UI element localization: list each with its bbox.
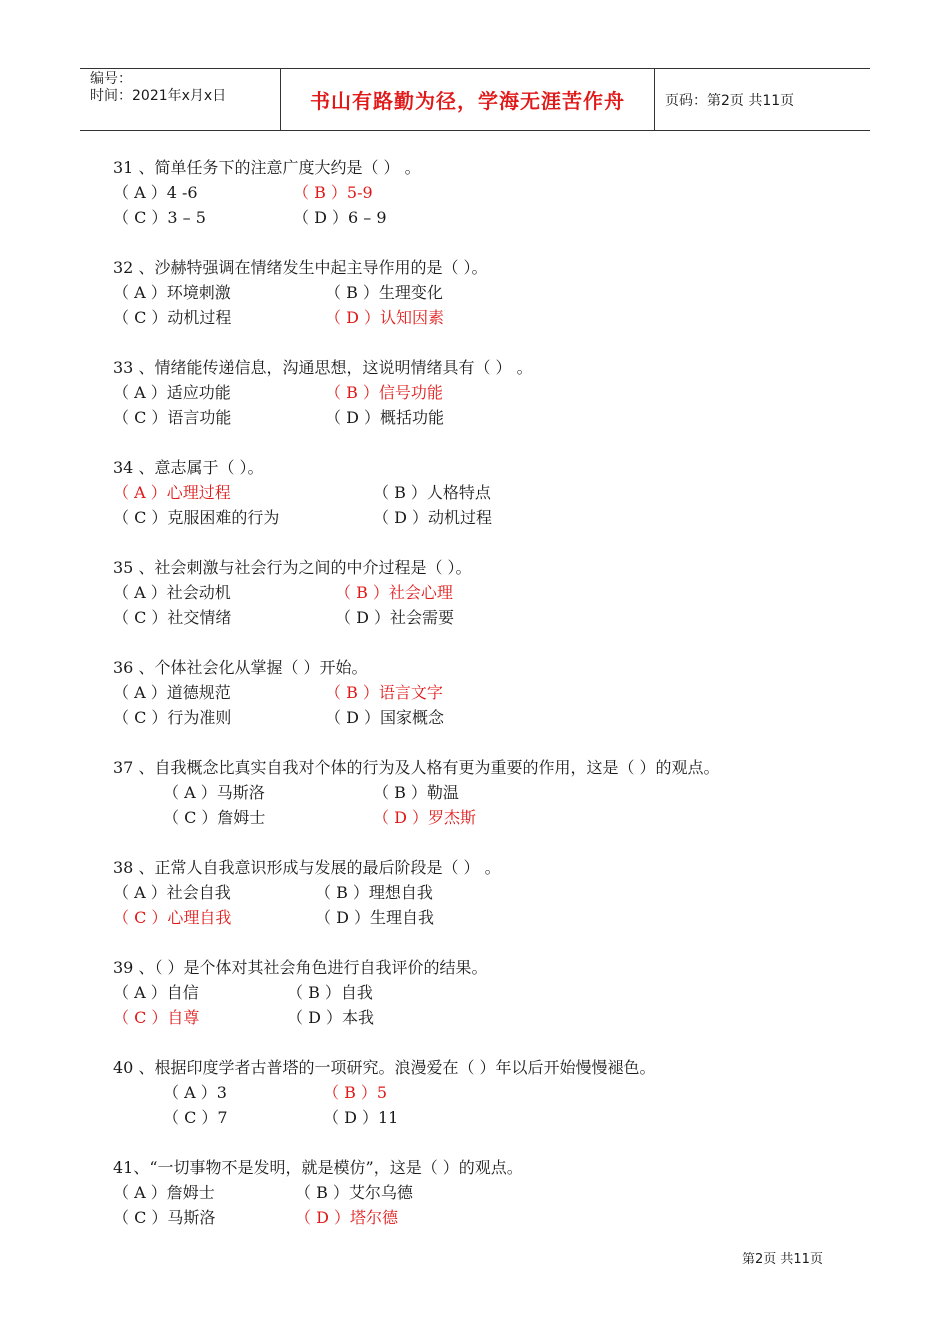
option: （ C ）语言功能 [113, 408, 232, 427]
option-row [113, 705, 853, 730]
question-item [113, 255, 853, 330]
correct-option: （ D ）罗杰斯 [373, 808, 477, 827]
option: （ B ）理想自我 [315, 883, 433, 902]
option: （ D ）国家概念 [325, 708, 445, 727]
question-item [113, 1155, 853, 1230]
correct-option: （ B ）信号功能 [325, 383, 443, 402]
option: （ A ）社会自我 [113, 883, 231, 902]
question-stem: 38 、正常人自我意识形成与发展的最后阶段是（ ） 。 [113, 858, 501, 877]
option: （ D ）动机过程 [373, 508, 493, 527]
option: （ B ）自我 [287, 983, 373, 1002]
option: （ A ）社会动机 [113, 583, 231, 602]
question-item [113, 155, 853, 230]
option-row [113, 1180, 853, 1205]
correct-option: （ B ）5-9 [293, 183, 373, 202]
correct-option: （ D ）塔尔德 [295, 1208, 399, 1227]
question-item [113, 1055, 853, 1130]
correct-option: （ B ）5 [323, 1083, 388, 1102]
option: （ D ）6 – 9 [293, 208, 387, 227]
correct-option: （ B ）社会心理 [335, 583, 453, 602]
option-row [113, 605, 853, 630]
footer-page-label: 第2页 共11页 [742, 1252, 823, 1267]
option-row [113, 780, 853, 805]
question-item [113, 955, 853, 1030]
option: （ B ）艾尔乌德 [295, 1183, 413, 1202]
option-row [113, 1005, 853, 1030]
question-stem: 36 、个体社会化从掌握（ ）开始。 [113, 658, 368, 677]
correct-option: （ D ）认知因素 [325, 308, 445, 327]
option-row [113, 1080, 853, 1105]
option: （ A ）3 [163, 1083, 227, 1102]
option: （ A ）环境刺激 [113, 283, 231, 302]
option-row [113, 205, 853, 230]
option: （ D ）社会需要 [335, 608, 455, 627]
correct-option: （ B ）语言文字 [325, 683, 443, 702]
option-row [113, 280, 853, 305]
question-stem: 32 、沙赫特强调在情绪发生中起主导作用的是（ ）。 [113, 258, 488, 277]
option: （ D ）11 [323, 1108, 399, 1127]
option: （ A ）马斯洛 [163, 783, 265, 802]
question-item [113, 755, 853, 830]
option: （ C ）3 – 5 [113, 208, 206, 227]
header-motto: 书山有路勤为径，学海无涯苦作舟 [281, 69, 655, 130]
option: （ C ）动机过程 [113, 308, 232, 327]
question-item [113, 355, 853, 430]
correct-option: （ C ）心理自我 [113, 908, 232, 927]
option-row [113, 680, 853, 705]
question-stem: 39 、（ ）是个体对其社会角色进行自我评价的结果。 [113, 958, 488, 977]
option: （ C ）行为准则 [113, 708, 232, 727]
option-row [113, 905, 853, 930]
question-stem: 41、“一切事物不是发明，就是模仿”，这是（ ）的观点。 [113, 1158, 523, 1177]
option: （ B ）生理变化 [325, 283, 443, 302]
option-row [113, 580, 853, 605]
question-item [113, 855, 853, 930]
option: （ A ）适应功能 [113, 383, 231, 402]
question-stem: 34 、意志属于（ ）。 [113, 458, 264, 477]
option: （ D ）本我 [287, 1008, 375, 1027]
question-stem: 35 、社会刺激与社会行为之间的中介过程是（ ）。 [113, 558, 472, 577]
option-row [113, 480, 853, 505]
number-label: 编号： [90, 71, 132, 87]
correct-option: （ C ）自尊 [113, 1008, 200, 1027]
option-row [113, 305, 853, 330]
option: （ C ）马斯洛 [113, 1208, 216, 1227]
option: （ D ）生理自我 [315, 908, 435, 927]
question-item [113, 555, 853, 630]
option: （ A ）詹姆士 [113, 1183, 215, 1202]
question-list [113, 155, 853, 1255]
header-meta [80, 69, 281, 130]
page-header [80, 68, 870, 131]
correct-option: （ A ）心理过程 [113, 483, 231, 502]
option: （ A ）自信 [113, 983, 199, 1002]
question-item [113, 655, 853, 730]
question-stem: 40 、根据印度学者古普塔的一项研究。浪漫爱在（ ）年以后开始慢慢褪色。 [113, 1058, 656, 1077]
option-row [113, 1105, 853, 1130]
option: （ C ）克服困难的行为 [113, 508, 280, 527]
option: （ C ）詹姆士 [163, 808, 266, 827]
option: （ A ）道德规范 [113, 683, 231, 702]
question-stem: 33 、情绪能传递信息，沟通思想，这说明情绪具有（ ） 。 [113, 358, 533, 377]
option: （ A ）4 -6 [113, 183, 198, 202]
question-stem: 31 、简单任务下的注意广度大约是（ ） 。 [113, 158, 421, 177]
option-row [113, 380, 853, 405]
option-row [113, 505, 853, 530]
question-item [113, 455, 853, 530]
time-label: 时间：2021年x月x日 [90, 88, 227, 104]
option: （ C ）社交情绪 [113, 608, 232, 627]
option: （ C ）7 [163, 1108, 228, 1127]
option-row [113, 1205, 853, 1230]
option: （ D ）概括功能 [325, 408, 445, 427]
option-row [113, 405, 853, 430]
header-page-label: 页码：第2页 共11页 [665, 92, 795, 109]
option: （ B ）人格特点 [373, 483, 491, 502]
option-row [113, 180, 853, 205]
option: （ B ）勒温 [373, 783, 459, 802]
question-stem: 37 、自我概念比真实自我对个体的行为及人格有更为重要的作用，这是（ ）的观点。 [113, 758, 720, 777]
option-row [113, 805, 853, 830]
option-row [113, 880, 853, 905]
option-row [113, 980, 853, 1005]
